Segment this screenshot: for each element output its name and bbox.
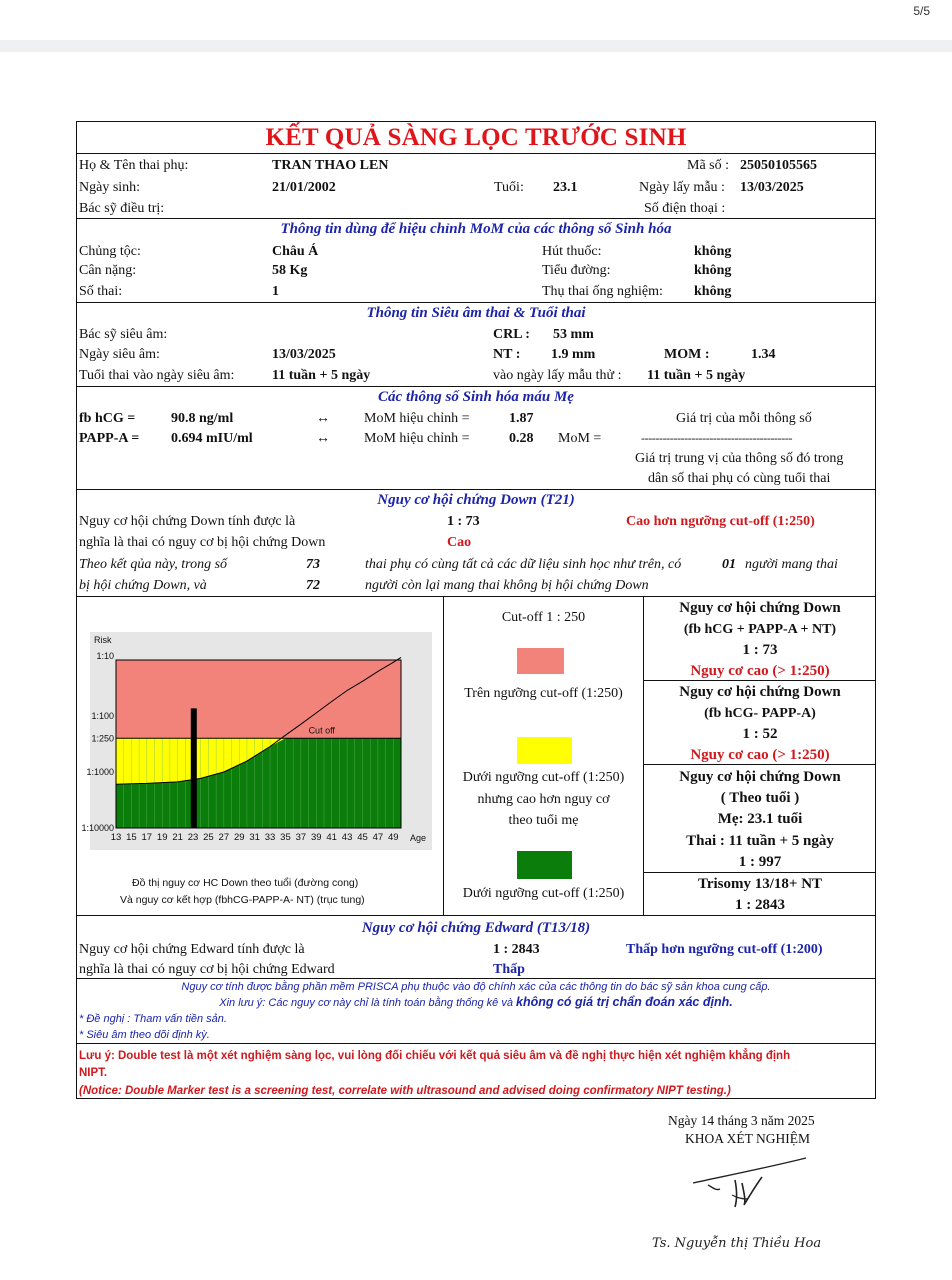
note-4: * Siêu âm theo dõi định kỳ.: [79, 1029, 210, 1041]
crl: 53 mm: [553, 327, 594, 342]
divider: [76, 302, 876, 303]
summary-3-sub: ( Theo tuổi ): [720, 790, 800, 806]
edward-meaning-label: nghĩa là thai có nguy cơ bị hội chứng Edward: [79, 962, 335, 977]
fraction-top: Giá trị của mỗi thông số: [676, 411, 812, 426]
ga: 11 tuần + 5 ngày: [272, 368, 371, 383]
nt-mom-label: MOM :: [664, 347, 710, 362]
dob-label: Ngày sinh:: [79, 180, 141, 195]
x-tick-label: 29: [233, 832, 245, 843]
x-tick-label: 27: [218, 832, 230, 843]
down-line2-n: 72: [306, 578, 320, 593]
edward-meaning: Thấp: [493, 962, 525, 977]
summary-1-value: 1 : 73: [742, 642, 778, 658]
patient-risk-bar: [191, 708, 197, 828]
divider: [76, 218, 876, 219]
viewer-band: [0, 40, 952, 52]
summary-3-title: Nguy cơ hội chứng Down: [679, 769, 841, 785]
nt: 1.9 mm: [551, 347, 596, 362]
divider: [76, 386, 876, 387]
edward-risk-label: Nguy cơ hội chứng Edward tính được là: [79, 942, 305, 957]
ivf: không: [694, 284, 732, 299]
legend-between-1: Dưới ngưỡng cut-off (1:250): [462, 770, 625, 785]
nt-mom: 1.34: [751, 347, 776, 362]
signature-name: Ts. Nguyễn thị Thiều Hoa: [652, 1236, 822, 1251]
ga-sample: 11 tuần + 5 ngày: [647, 368, 746, 383]
edward-risk: 1 : 2843: [493, 942, 540, 957]
sample-date: 13/03/2025: [740, 180, 804, 195]
summary-1-status: Nguy cơ cao (> 1:250): [690, 663, 830, 679]
x-tick-label: 23: [187, 832, 199, 843]
legend-cutoff: Cut-off 1 : 250: [501, 610, 586, 625]
age: 23.1: [553, 180, 578, 195]
x-tick-label: 19: [156, 832, 168, 843]
summary-3-value: 1 : 997: [738, 854, 782, 870]
code-label: Mã số :: [687, 158, 729, 173]
crl-label: CRL :: [493, 327, 530, 342]
x-axis-label: Age: [410, 833, 427, 843]
down-line1-c: 01: [722, 557, 736, 572]
summary-3-mother: Mẹ: 23.1 tuổi: [717, 811, 803, 827]
patient-name-label: Họ & Tên thai phụ:: [79, 158, 189, 173]
summary-4-value: 1 : 2843: [735, 897, 785, 913]
hcg-mom: 1.87: [509, 411, 534, 426]
divider: [76, 596, 876, 597]
y-axis-label: Risk: [94, 635, 112, 645]
y-tick-label: 1:10: [96, 651, 114, 661]
y-tick-label: 1:100: [91, 711, 114, 721]
divider: [76, 489, 876, 490]
summary-2-status: Nguy cơ cao (> 1:250): [690, 747, 830, 763]
arrow-icon: ↔: [316, 411, 330, 426]
y-tick-label: 1:1000: [86, 767, 114, 777]
us-date: 13/03/2025: [272, 347, 336, 362]
phone-label: Số điện thoại :: [644, 201, 726, 216]
down-line2-a: bị hội chứng Down, và: [79, 578, 207, 593]
legend-swatch-above: [517, 648, 564, 674]
edward-heading: Nguy cơ hội chứng Edward (T13/18): [361, 920, 591, 936]
biochem-heading: Các thông số Sinh hóa máu Mẹ: [378, 389, 574, 405]
summary-4-title: Trisomy 13/18+ NT: [697, 876, 823, 892]
hcg-mom-label: MoM hiệu chỉnh =: [364, 411, 470, 426]
us-doctor-label: Bác sỹ siêu âm:: [79, 327, 168, 342]
warning-3: (Notice: Double Marker test is a screening test, correlate with ultrasound and advised doing confirmatory NIPT testing.): [79, 1085, 731, 1097]
down-risk: 1 : 73: [447, 514, 480, 529]
page-indicator: 5/5: [913, 4, 930, 18]
down-risk-chart: [81, 628, 436, 858]
legend-above: Trên ngưỡng cut-off (1:250): [464, 686, 623, 701]
papp-value: 0.694 mIU/ml: [171, 431, 253, 446]
footer-dept: KHOA XÉT NGHIỆM: [685, 1131, 810, 1146]
legend-swatch-between: [517, 737, 572, 764]
signature-image: [640, 1155, 840, 1255]
smoking-label: Hút thuốc:: [542, 244, 602, 259]
y-tick-label: 1:250: [91, 733, 114, 744]
note-2: [76, 995, 876, 1011]
down-risk-status: Cao hơn ngưỡng cut-off (1:250): [626, 514, 815, 529]
down-line2-b: người còn lại mang thai không bị hội chứng Down: [365, 578, 649, 593]
x-tick-label: 35: [280, 832, 291, 843]
note-2-a: Xin lưu ý: Các nguy cơ này chỉ là tính toán bằng thống kê và: [219, 997, 513, 1009]
legend-between-2: nhưng cao hơn nguy cơ: [477, 792, 610, 807]
summary-2-value: 1 : 52: [742, 726, 778, 742]
papp-label: PAPP-A =: [79, 431, 140, 446]
report-title: KẾT QUẢ SÀNG LỌC TRƯỚC SINH: [265, 124, 687, 151]
ivf-label: Thụ thai ống nghiệm:: [542, 284, 663, 299]
note-1: Nguy cơ tính được bằng phần mềm PRISCA phụ thuộc vào độ chính xác của các thông tin do bác sỹ sản khoa cung cấp.: [181, 981, 771, 993]
patient-name: TRAN THAO LEN: [272, 158, 389, 173]
chart-caption-2: Và nguy cơ kết hợp (fbhCG-PAPP-A- NT) (trục tung): [120, 894, 365, 906]
fraction-line: ------------------------------------------: [641, 431, 793, 445]
x-tick-label: 41: [326, 832, 337, 843]
down-meaning: Cao: [447, 535, 472, 550]
divider: [76, 978, 876, 979]
hcg-value: 90.8 ng/ml: [171, 411, 234, 426]
y-tick-label: 1:10000: [81, 823, 114, 833]
legend-between-3: theo tuổi mẹ: [508, 813, 579, 828]
summary-2-sub: (fb hCG- PAPP-A): [704, 706, 816, 721]
divider: [443, 596, 444, 915]
fraction-bottom-1: Giá trị trung vị của thông số đó trong: [635, 451, 844, 466]
fetus-count: 1: [272, 284, 279, 299]
x-tick-label: 47: [372, 832, 384, 843]
dob: 21/01/2002: [272, 180, 336, 195]
papp-mom: 0.28: [509, 431, 534, 446]
us-date-label: Ngày siêu âm:: [79, 347, 160, 362]
weight-label: Cân nặng:: [79, 263, 137, 278]
doctor-label: Bác sỹ điều trị:: [79, 201, 165, 216]
down-line1-d: người mang thai: [745, 557, 838, 572]
weight: 58 Kg: [272, 263, 308, 278]
patient-code: 25050105565: [740, 158, 817, 173]
x-tick-label: 39: [310, 832, 322, 843]
cutoff-label: Cut off: [308, 725, 335, 736]
fetus-count-label: Số thai:: [79, 284, 123, 299]
mom-info-heading: Thông tin dùng để hiệu chỉnh MoM của các thông số Sinh hóa: [280, 221, 672, 237]
divider: [76, 1043, 876, 1044]
smoking: không: [694, 244, 732, 259]
ethnicity-label: Chủng tộc:: [79, 244, 141, 259]
legend-below: Dưới ngưỡng cut-off (1:250): [462, 886, 625, 901]
divider: [76, 153, 876, 154]
diabetes-label: Tiểu đường:: [542, 263, 611, 278]
ga-label: Tuổi thai vào ngày siêu âm:: [79, 368, 235, 383]
mom-eq: MoM =: [558, 431, 602, 446]
legend-swatch-below: [517, 851, 572, 879]
chart-caption-1: Đồ thị nguy cơ HC Down theo tuổi (đường cong): [132, 877, 359, 889]
summary-1-sub: (fb hCG + PAPP-A + NT): [683, 622, 837, 637]
x-tick-label: 17: [141, 832, 153, 843]
down-line1-b: thai phụ có cùng tất cả các dữ liệu sinh học như trên, có: [365, 557, 682, 572]
edward-status: Thấp hơn ngưỡng cut-off (1:200): [626, 942, 823, 957]
age-label: Tuổi:: [494, 180, 524, 195]
ga-sample-label: vào ngày lấy mẫu thử :: [493, 368, 622, 383]
hcg-label: fb hCG =: [79, 411, 136, 426]
x-tick-label: 43: [341, 832, 353, 843]
x-tick-label: 21: [172, 832, 183, 843]
arrow-icon: ↔: [316, 431, 330, 446]
down-line1-n: 73: [306, 557, 320, 572]
note-2-b: không có giá trị chẩn đoán xác định.: [516, 995, 733, 1009]
ultrasound-heading: Thông tin Siêu âm thai & Tuổi thai: [366, 305, 586, 321]
down-meaning-label: nghĩa là thai có nguy cơ bị hội chứng Down: [79, 535, 326, 550]
x-tick-label: 45: [357, 832, 368, 843]
sample-date-label: Ngày lấy mẫu :: [639, 180, 725, 195]
summary-3-fetus: Thai : 11 tuần + 5 ngày: [686, 833, 834, 849]
x-tick-label: 13: [110, 832, 122, 843]
summary-1-title: Nguy cơ hội chứng Down: [679, 600, 841, 616]
warning-2: NIPT.: [79, 1067, 108, 1079]
fraction-bottom-2: dân số thai phụ có cùng tuổi thai: [648, 471, 831, 486]
ethnicity: Châu Á: [272, 244, 319, 259]
note-3: * Đề nghị : Tham vấn tiền sản.: [79, 1013, 227, 1025]
papp-mom-label: MoM hiệu chỉnh =: [364, 431, 470, 446]
summary-2-title: Nguy cơ hội chứng Down: [679, 684, 841, 700]
footer-date: Ngày 14 tháng 3 năm 2025: [668, 1113, 815, 1128]
diabetes: không: [694, 263, 732, 278]
warning-1: Lưu ý: Double test là một xét nghiệm sàng lọc, vui lòng đối chiếu với kết quả siêu âm và đề nghị thực hiện xét nghiệm khẳng định: [79, 1050, 791, 1062]
down-risk-label: Nguy cơ hội chứng Down tính được là: [79, 514, 296, 529]
x-tick-label: 33: [264, 832, 276, 843]
x-tick-label: 25: [203, 832, 214, 843]
x-tick-label: 31: [249, 832, 260, 843]
down-heading: Nguy cơ hội chứng Down (T21): [377, 492, 575, 508]
down-line1-a: Theo kết qủa này, trong số: [79, 557, 228, 572]
x-tick-label: 49: [388, 832, 399, 843]
nt-label: NT :: [493, 347, 521, 362]
x-tick-label: 15: [126, 832, 137, 843]
x-tick-label: 37: [295, 832, 307, 843]
